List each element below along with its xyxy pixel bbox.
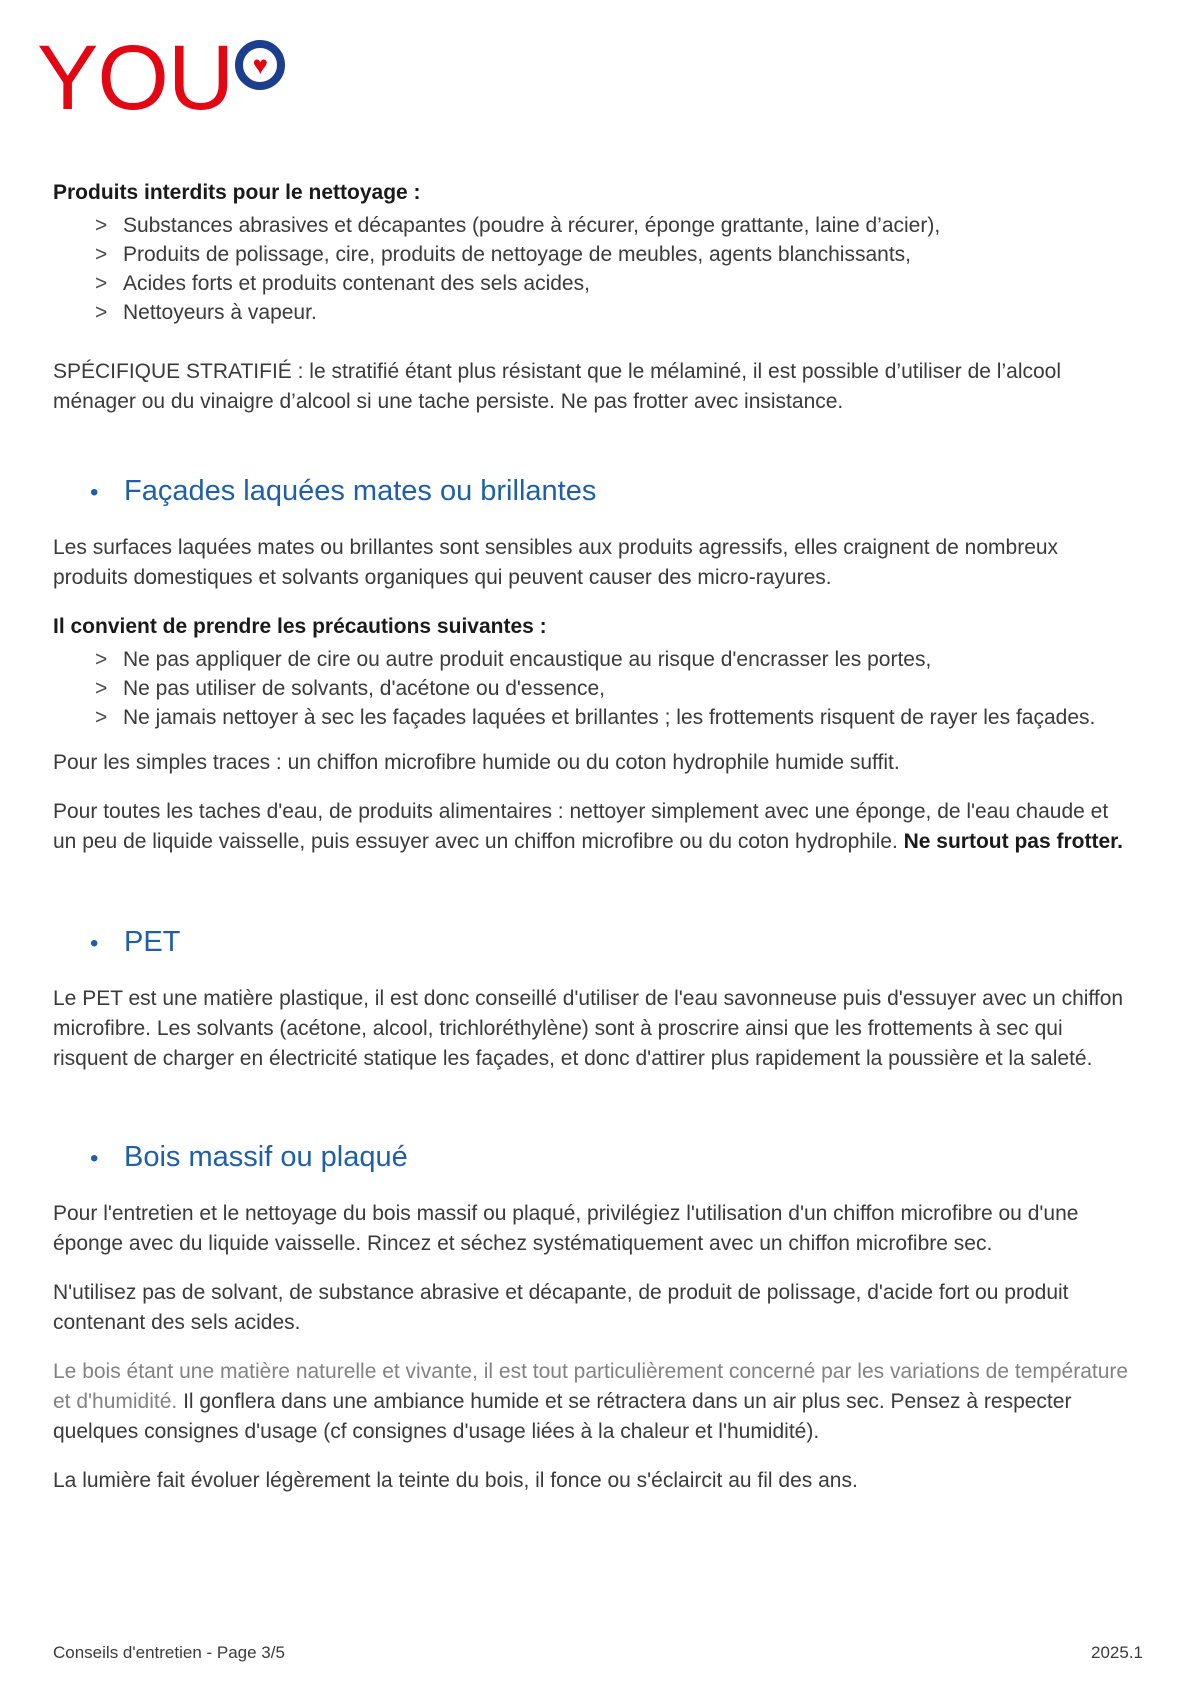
chevron-bullet-icon: >: [95, 214, 108, 237]
paragraph-text: Il gonflera dans une ambiance humide et se rétractera dans un air plus sec. Pensez à respecter quelques consignes d'usage (cf consignes d'usage liées à la chaleur et l'humidité).: [53, 1390, 1072, 1443]
list-item: [53, 645, 1131, 674]
chevron-bullet-icon: >: [95, 243, 108, 266]
bullet-dot-icon: •: [90, 1145, 99, 1172]
bois-paragraph-1: Pour l'entretien et le nettoyage du bois massif ou plaqué, privilégiez l'utilisation d'un chiffon microfibre ou d'une éponge avec du liquide vaisselle. Rincez et séchez systématiquement avec un chiffon microfibre sec.: [53, 1202, 1079, 1255]
list-item-text: Ne pas utiliser de solvants, d'acétone ou d'essence,: [123, 677, 605, 700]
precautions-title: Il convient de prendre les précautions suivantes :: [53, 615, 547, 638]
section-facades-laquees: [53, 474, 1131, 857]
list-item: [53, 269, 1131, 298]
bullet-dot-icon: •: [90, 930, 99, 957]
chevron-bullet-icon: >: [95, 706, 108, 729]
heart-icon: ♥: [252, 50, 269, 80]
paragraph-bold-text: Ne surtout pas frotter.: [903, 830, 1123, 853]
section-heading-text: PET: [124, 926, 181, 958]
facades-paragraph-2: Pour les simples traces : un chiffon microfibre humide ou du coton hydrophile humide suffit.: [53, 751, 900, 774]
list-item-text: Ne pas appliquer de cire ou autre produit encaustique au risque d'encrasser les portes,: [123, 648, 932, 671]
bullet-dot-icon: •: [90, 479, 99, 506]
facades-paragraph-1: Les surfaces laquées mates ou brillantes sont sensibles aux produits agressifs, elles craignent de nombreux produits domestiques et solvants organiques qui peuvent causer des micro-rayures.: [53, 536, 1059, 589]
pet-paragraph: Le PET est une matière plastique, il est donc conseillé d'utiliser de l'eau savonneuse puis d'essuyer avec un chiffon microfibre. Les solvants (acétone, alcool, trichloréthylène) sont à proscrire ainsi que les frottements à sec qui risquent de charger en électricité statique les façades, et donc d'attirer plus rapidement la poussière et la saleté.: [53, 987, 1124, 1070]
section-produits-interdits: [53, 178, 1131, 417]
section-heading-text: Bois massif ou plaqué: [124, 1141, 408, 1173]
bois-paragraph-4: La lumière fait évoluer légèrement la teinte du bois, il fonce ou s'éclaircit au fil des ans.: [53, 1469, 858, 1492]
chevron-bullet-icon: >: [95, 677, 108, 700]
bois-paragraph-2: N'utilisez pas de solvant, de substance abrasive et décapante, de produit de polissage, d'acide fort ou produit contenant des sels acides.: [53, 1281, 1069, 1334]
section-pet: [53, 925, 1131, 1074]
list-item: [53, 240, 1131, 269]
list-item: [53, 298, 1131, 327]
bois-paragraph-3: [53, 1357, 1131, 1447]
heart-badge-icon: [235, 40, 285, 90]
forbidden-list: [53, 211, 1131, 327]
stratifie-paragraph: SPÉCIFIQUE STRATIFIÉ : le stratifié étant plus résistant que le mélaminé, il est possible d’utiliser de l’alcool ménager ou du vinaigre d’alcool si une tache persiste. Ne pas frotter avec insistance.: [53, 360, 1062, 413]
page-footer: [53, 1642, 1143, 1664]
precautions-list: [53, 645, 1131, 732]
section-heading-text: Façades laquées mates ou brillantes: [124, 475, 597, 507]
list-item-text: Substances abrasives et décapantes (poudre à récurer, éponge grattante, laine d’acier),: [123, 214, 941, 237]
list-item: [53, 703, 1131, 732]
list-item-text: Acides forts et produits contenant des sels acides,: [123, 272, 590, 295]
list-item-text: Produits de polissage, cire, produits de nettoyage de meubles, agents blanchissants,: [123, 243, 911, 266]
brand-logo: [37, 27, 1131, 129]
chevron-bullet-icon: >: [95, 648, 108, 671]
brand-logo-text: YOU: [37, 27, 234, 129]
section-heading-bois: [53, 1140, 1131, 1176]
list-item: [53, 674, 1131, 703]
section-heading-facades: [53, 474, 1131, 510]
list-item-text: Ne jamais nettoyer à sec les façades laquées et brillantes ; les frottements risquent de rayer les façades.: [123, 706, 1096, 729]
section-heading-pet: [53, 925, 1131, 961]
paragraph-text: Pour toutes les taches d'eau, de produits alimentaires : nettoyer simplement avec une éponge, de l'eau chaude et un peu de liquide vaisselle, puis essuyer avec un chiffon microfibre ou du coton hydrophile.: [53, 800, 1109, 853]
footer-version: 2025.1: [1091, 1643, 1143, 1662]
paragraph-gray-text: Le bois étant une matière naturelle et vivante, il est tout particulièrement concerné par les variations de température et d'humidité.: [53, 1360, 1129, 1413]
facades-paragraph-3: [53, 797, 1131, 857]
section-bois-massif: [53, 1140, 1131, 1496]
list-item: [53, 211, 1131, 240]
list-item-text: Nettoyeurs à vapeur.: [123, 301, 317, 324]
footer-document-title: Conseils d'entretien - Page 3/5: [53, 1643, 285, 1662]
forbidden-title: Produits interdits pour le nettoyage :: [53, 181, 421, 204]
chevron-bullet-icon: >: [95, 272, 108, 295]
chevron-bullet-icon: >: [95, 301, 108, 324]
